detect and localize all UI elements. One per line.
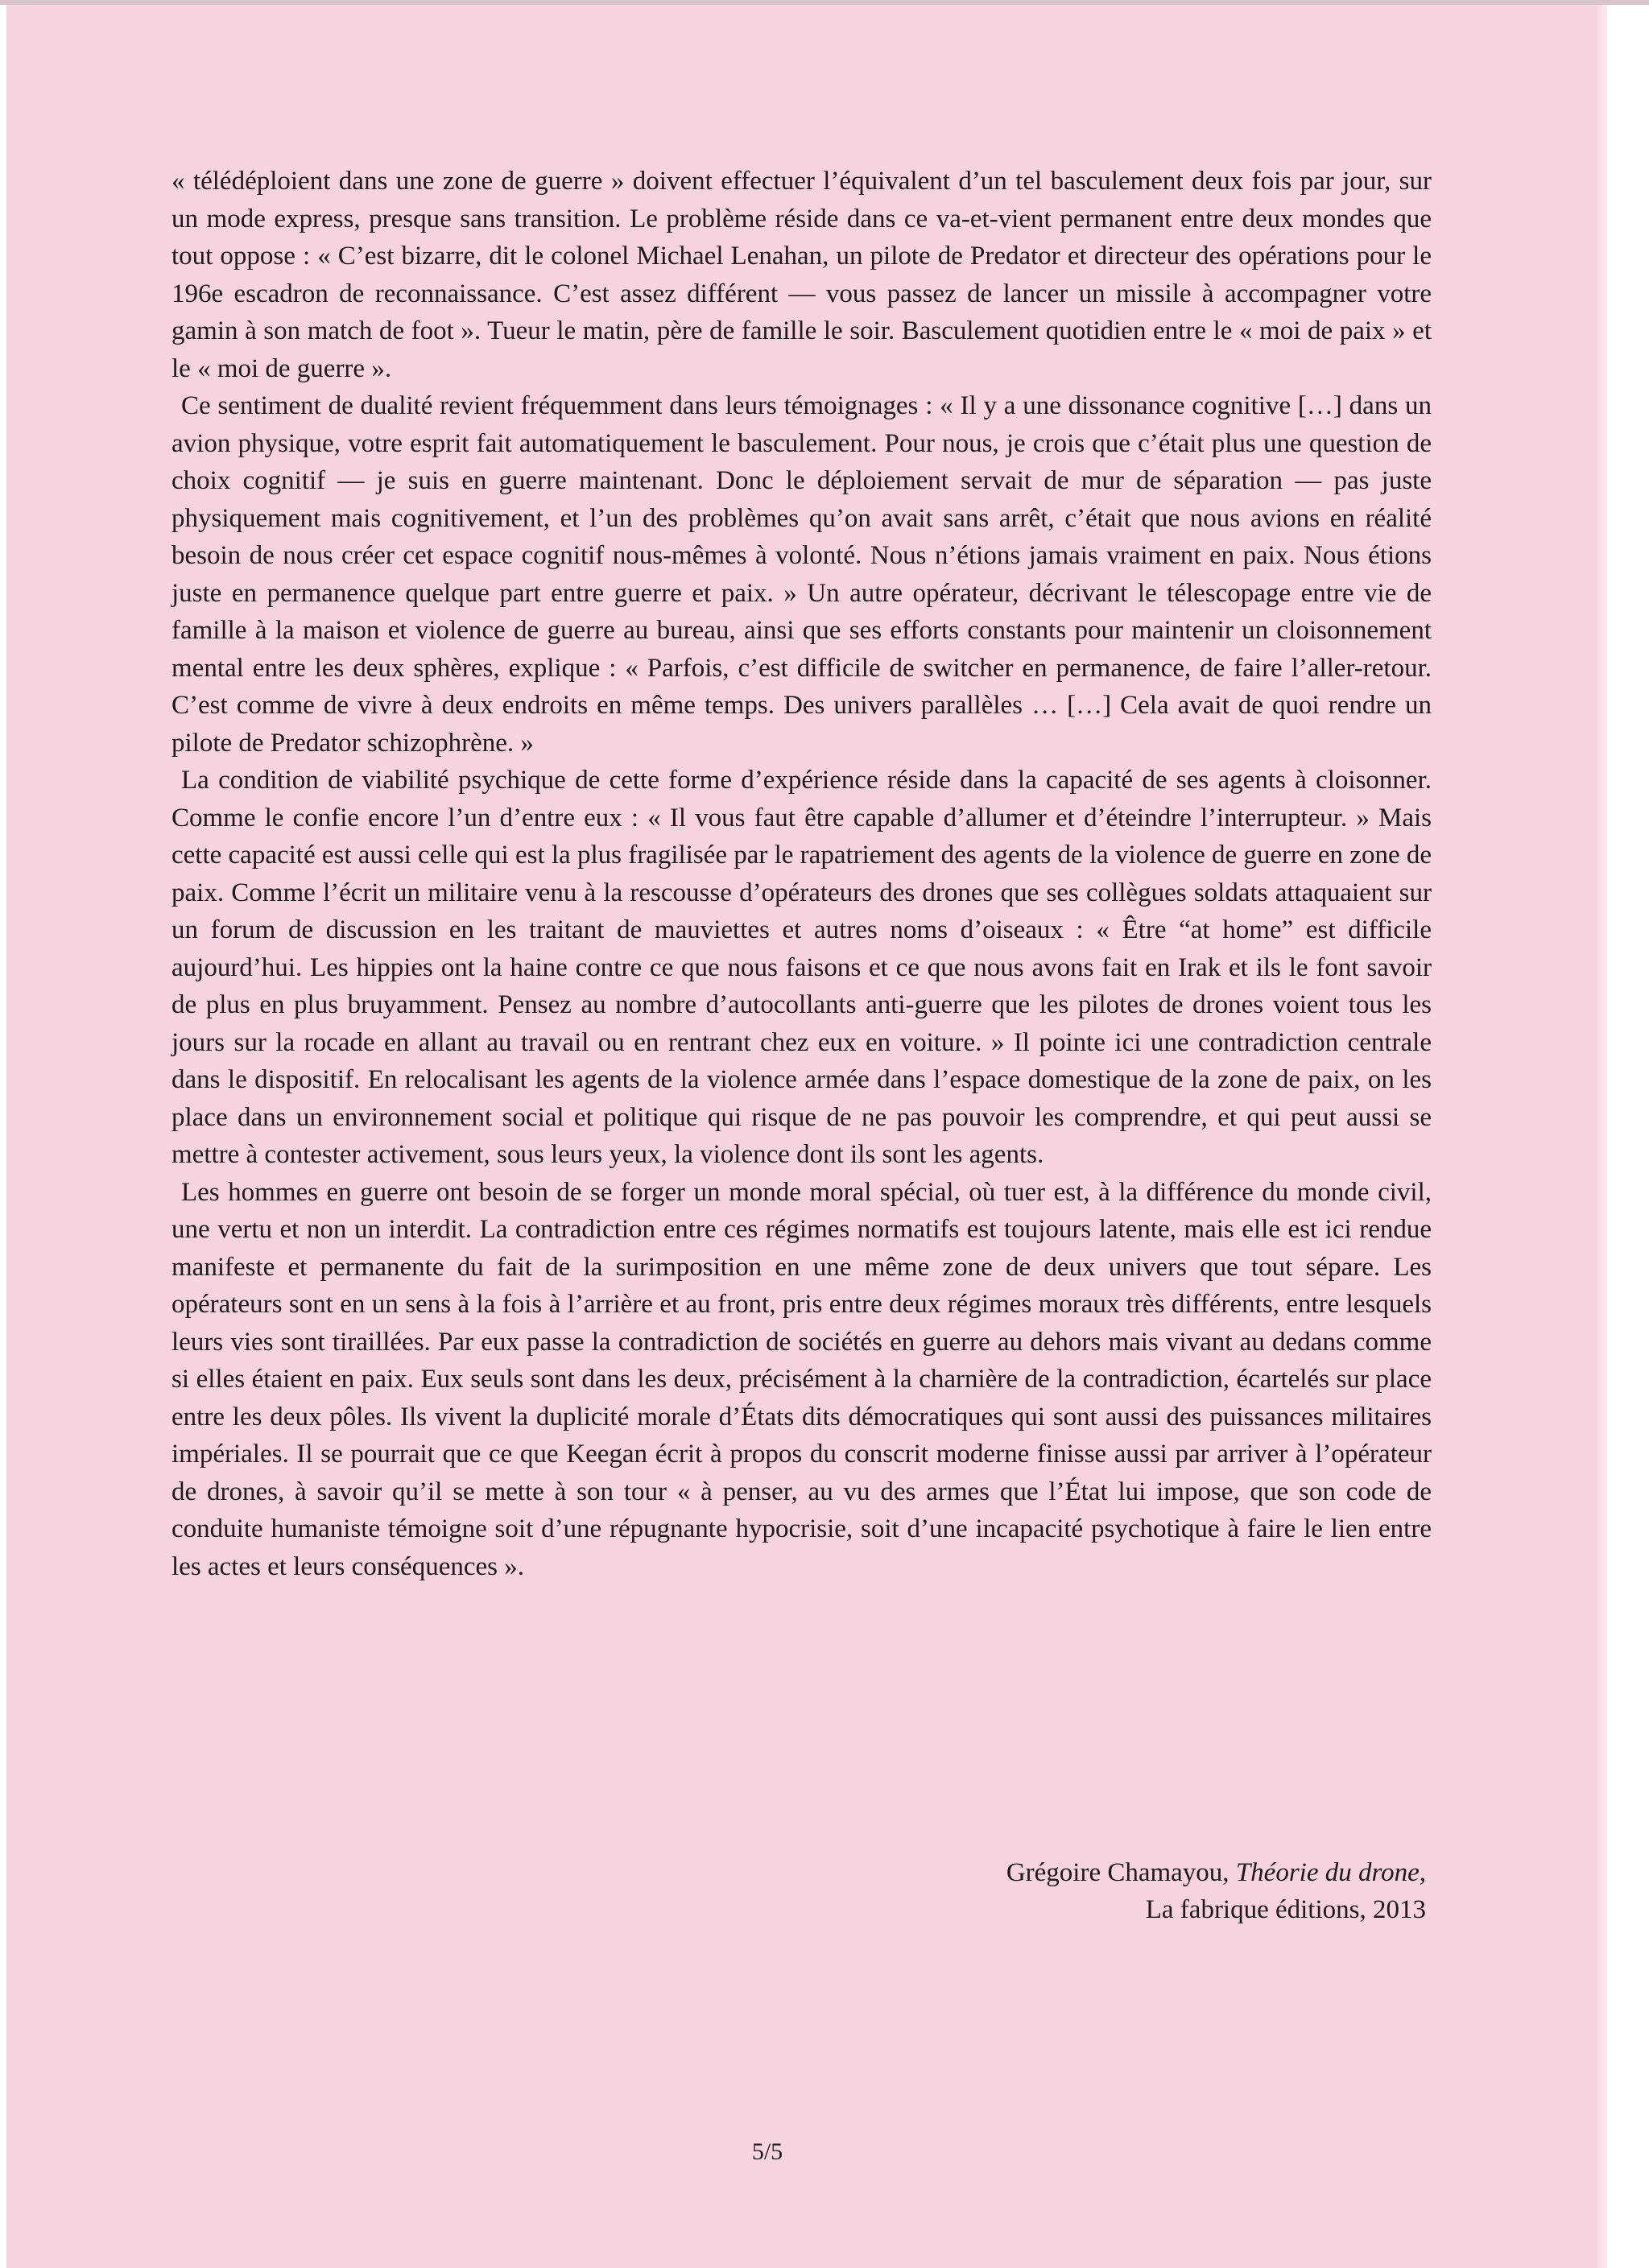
document-page: [6, 5, 1597, 2268]
paragraph-2: Ce sentiment de dualité revient fréquemment dans leurs témoignages : « Il y a une dissonance cognitive […] dans un avion physique, votre esprit fait automatiquement le basculement. Pour nous, je crois que c’était plus une question de choix cognitif — je suis en guerre maintenant. Donc le déploiement servait de mur de séparation — pas juste physiquement mais cognitivement, et l’un des problèmes qu’on avait sans arrêt, c’était que nous avions en réalité besoin de nous créer cet espace cognitif nous-mêmes à volonté. Nous n’étions jamais vraiment en paix. Nous étions juste en permanence quelque part entre guerre et paix. » Un autre opérateur, décrivant le télescopage entre vie de famille à la maison et violence de guerre au bureau, ainsi que ses efforts constants pour maintenir un cloisonnement mental entre les deux sphères, explique : « Parfois, c’est difficile de switcher en permanence, de faire l’aller-retour. C’est comme de vivre à deux endroits en même temps. Des univers parallèles … […] Cela avait de quoi rendre un pilote de Predator schizophrène. »: [172, 391, 1432, 758]
citation-title: Théorie du drone,: [1235, 1858, 1426, 1887]
body-text: [172, 163, 1432, 1585]
citation-author: Grégoire Chamayou,: [1006, 1858, 1230, 1887]
paragraph-4: Les hommes en guerre ont besoin de se forger un monde moral spécial, où tuer est, à la différence du monde civil, une vertu et non un interdit. La contradiction entre ces régimes normatifs est toujours latente, mais elle est ici rendue manifeste et permanente du fait de la surimposition en une même zone de deux univers que tout sépare. Les opérateurs sont en un sens à la fois à l’arrière et au front, pris entre deux régimes moraux très différents, entre lesquels leurs vies sont tiraillées. Par eux passe la contradiction de sociétés en guerre au dehors mais vivant au dedans comme si elles étaient en paix. Eux seuls sont dans les deux, précisément à la charnière de la contradiction, écartelés sur place entre les deux pôles. Ils vivent la duplicité morale d’États dits démocratiques qui sont aussi des puissances militaires impériales. Il se pourrait que ce que Keegan écrit à propos du conscrit moderne finisse aussi par arriver à l’opérateur de drones, à savoir qu’il se mette à son tour « à penser, au vu des armes que l’État lui impose, que son code de conduite humaniste témoigne soit d’une répugnante hypocrisie, soit d’une incapacité psychotique à faire le lien entre les actes et leurs conséquences ».: [172, 1177, 1432, 1581]
citation-publisher: La fabrique éditions, 2013: [1145, 1895, 1426, 1924]
page-number: 5/5: [751, 2138, 783, 2165]
citation-line-1: [731, 1854, 1426, 1891]
paragraph-3: La condition de viabilité psychique de cette forme d’expérience réside dans la capacité de ses agents à cloisonner. Comme le confie encore l’un d’entre eux : « Il vous faut être capable d’allumer et d’éteindre l’interrupteur. » Mais cette capacité est aussi celle qui est la plus fragilisée par le rapatriement des agents de la violence de guerre en zone de paix. Comme l’écrit un militaire venu à la rescousse d’opérateurs des drones que ses collègues soldats attaquaient sur un forum de discussion en les traitant de mauviettes et autres noms d’oiseaux : « Être “at home” est difficile aujourd’hui. Les hippies ont la haine contre ce que nous faisons et ce que nous avons fait en Irak et ils le font savoir de plus en plus bruyamment. Pensez au nombre d’autocollants anti-guerre que les pilotes de drones voient tous les jours sur la rocade en allant au travail ou en rentrant chez eux en voiture. » Il pointe ici une contradiction centrale dans le dispositif. En relocalisant les agents de la violence armée dans l’espace domestique de la zone de paix, on les place dans un environnement social et politique qui risque de ne pas pouvoir les comprendre, et qui peut aussi se mettre à contester activement, sous leurs yeux, la violence dont ils sont les agents.: [172, 766, 1432, 1169]
paragraph-1: « télédéploient dans une zone de guerre » doivent effectuer l’équivalent d’un tel basculement deux fois par jour, sur un mode express, presque sans transition. Le problème réside dans ce va-et-vient permanent entre deux mondes que tout oppose : « C’est bizarre, dit le colonel Michael Lenahan, un pilote de Predator et directeur des opérations pour le 196e escadron de reconnaissance. C’est assez différent — vous passez de lancer un missile à accompagner votre gamin à son match de foot ». Tueur le matin, père de famille le soir. Basculement quotidien entre le « moi de paix » et le « moi de guerre ».: [172, 167, 1432, 383]
source-citation: [731, 1854, 1426, 1928]
